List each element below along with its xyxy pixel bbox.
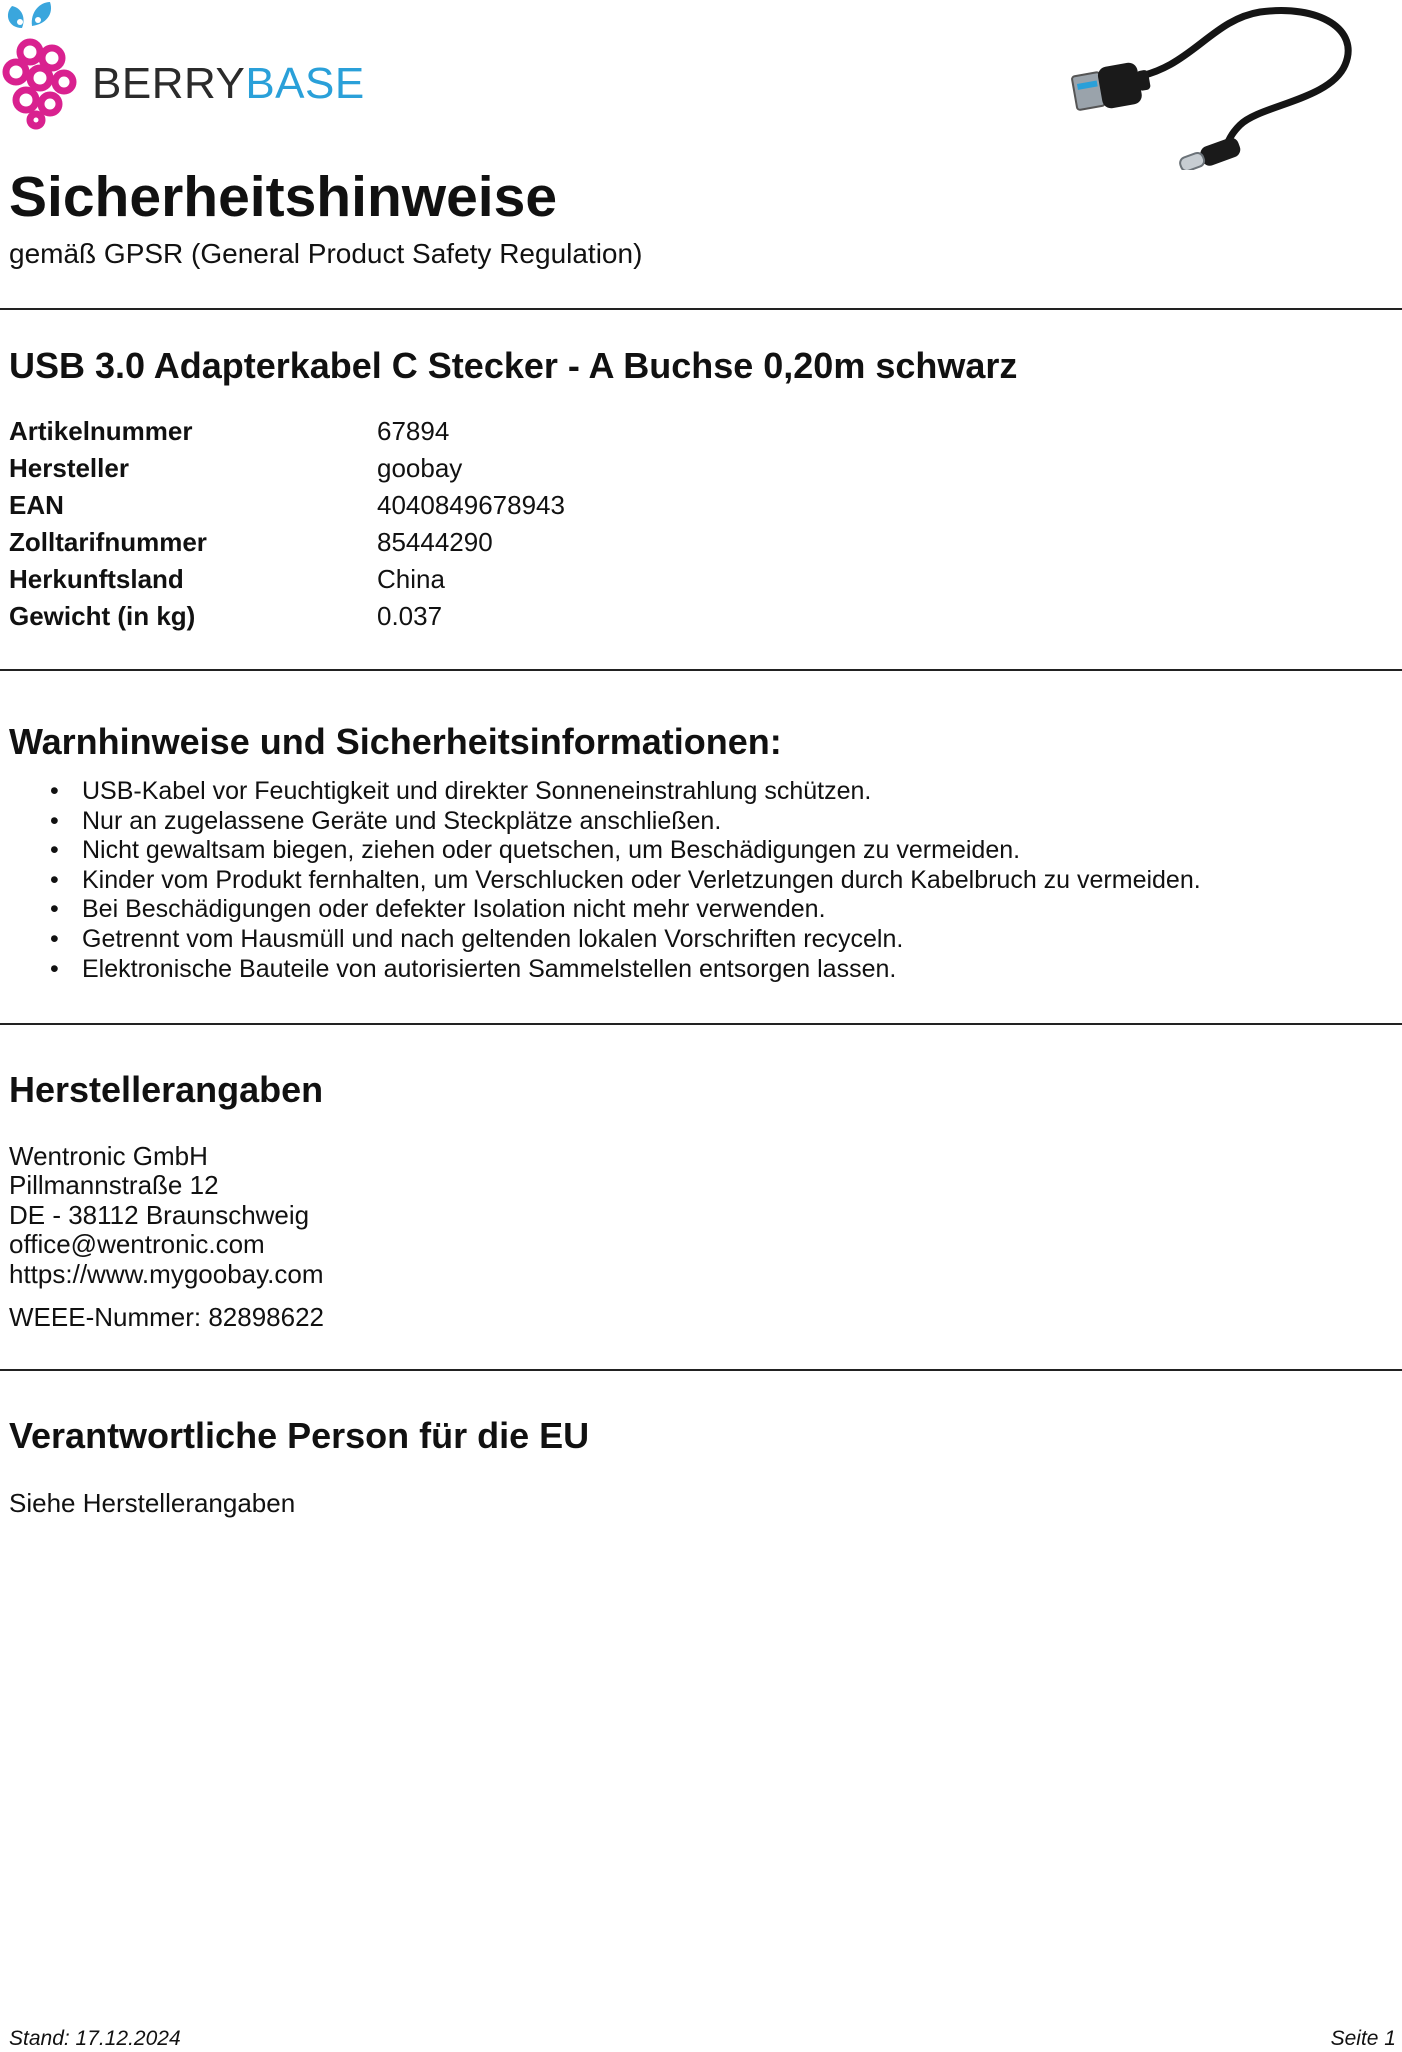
manufacturer-website[interactable]: https://www.mygoobay.com xyxy=(9,1259,324,1289)
table-row xyxy=(9,487,565,524)
manufacturer-city: DE - 38112 Braunschweig xyxy=(9,1200,310,1230)
info-value: 4040849678943 xyxy=(377,490,565,520)
list-item: • Kinder vom Produkt fernhalten, um Verschlucken oder Verletzungen durch Kabelbruch zu vermeiden. xyxy=(46,866,1201,896)
manufacturer-heading: Herstellerangaben xyxy=(9,1069,324,1110)
usb-cable-image xyxy=(1060,0,1370,170)
page-title: Sicherheitshinweise xyxy=(9,165,558,229)
table-row xyxy=(9,413,565,450)
logo-wordmark xyxy=(92,59,365,108)
info-label: Herkunftsland xyxy=(9,564,184,594)
info-value: 0.037 xyxy=(377,601,443,631)
table-row xyxy=(9,561,565,598)
divider xyxy=(0,308,1402,310)
warnings-list xyxy=(46,777,1201,984)
list-item: • Bei Beschädigungen oder defekter Isolation nicht mehr verwenden. xyxy=(46,895,1201,925)
list-item: • Nur an zugelassene Geräte und Steckplätze anschließen. xyxy=(46,807,1201,837)
info-label: Artikelnummer xyxy=(9,416,193,446)
eu-responsible-heading: Verantwortliche Person für die EU xyxy=(9,1415,590,1456)
table-row xyxy=(9,450,565,487)
info-label: Zolltarifnummer xyxy=(9,527,207,557)
list-item: • Nicht gewaltsam biegen, ziehen oder quetschen, um Beschädigungen zu vermeiden. xyxy=(46,836,1201,866)
manufacturer-street: Pillmannstraße 12 xyxy=(9,1170,219,1200)
warnings-heading: Warnhinweise und Sicherheitsinformationen: xyxy=(9,721,782,762)
berry-logo-icon xyxy=(0,0,92,130)
info-value: goobay xyxy=(377,453,463,483)
list-item: • USB-Kabel vor Feuchtigkeit und direkter Sonneneinstrahlung schützen. xyxy=(46,777,1201,807)
footer-page-number: Seite 1 xyxy=(1330,2027,1396,2050)
weee-number: WEEE-Nummer: 82898622 xyxy=(9,1302,325,1332)
product-info-table xyxy=(9,413,565,635)
berrybase-logo xyxy=(0,0,365,130)
logo-base-text: BASE xyxy=(245,59,365,108)
product-name-heading: USB 3.0 Adapterkabel C Stecker - A Buchse 0,20m schwarz xyxy=(9,345,1018,386)
divider xyxy=(0,1023,1402,1025)
divider xyxy=(0,669,1402,671)
footer-date: Stand: 17.12.2024 xyxy=(9,2027,181,2050)
divider xyxy=(0,1369,1402,1371)
info-label: Hersteller xyxy=(9,453,129,483)
manufacturer-company: Wentronic GmbH xyxy=(9,1141,208,1171)
list-item: • Elektronische Bauteile von autorisierten Sammelstellen entsorgen lassen. xyxy=(46,955,1201,985)
list-item: • Getrennt vom Hausmüll und nach geltenden lokalen Vorschriften recyceln. xyxy=(46,925,1201,955)
eu-responsible-text: Siehe Herstellerangaben xyxy=(9,1488,296,1518)
info-value: 67894 xyxy=(377,416,450,446)
info-label: Gewicht (in kg) xyxy=(9,601,196,631)
page-subtitle: gemäß GPSR (General Product Safety Regulation) xyxy=(9,238,643,269)
info-value: China xyxy=(377,564,445,594)
logo-berry-text: BERRY xyxy=(92,59,246,108)
table-row xyxy=(9,524,565,561)
manufacturer-email[interactable]: office@wentronic.com xyxy=(9,1229,265,1259)
usb-cable-icon xyxy=(1060,0,1370,170)
info-label: EAN xyxy=(9,490,64,520)
table-row xyxy=(9,598,565,635)
info-value: 85444290 xyxy=(377,527,493,557)
